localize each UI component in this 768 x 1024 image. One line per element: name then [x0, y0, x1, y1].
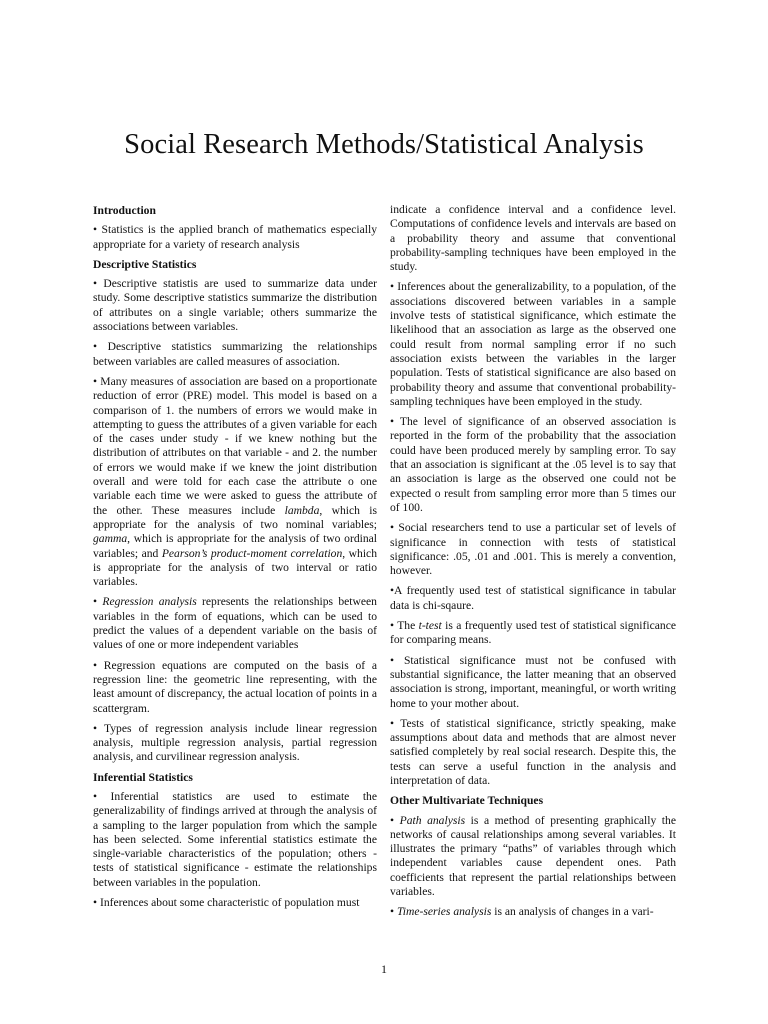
page-title: Social Research Methods/Statistical Analysis [124, 129, 644, 161]
paragraph: • The t-test is a frequently used test of statistical significance for comparing means. [390, 619, 676, 647]
paragraph: • Many measures of association are based on a proportionate reduction of error (PRE) model. This model is based on a comparison of 1. the numbers of errors we would make in attempting to guess the attributes of a given variable for each of the cases under study - if we knew nothing but the distribution of attributes on that variable - and 2. the number of errors we would make if we knew the joint distribution overall and were told for each case the attribute o one variable each time we were asked to guess the attribute of the other. These measures include lambda, which is appropriate for the analysis of two nominal variables; gamma, which is appropriate for the analysis of two ordinal variables; and Pearson’s product-moment correlation, which is appropriate for the analysis of two interval or ratio variables. [93, 374, 377, 589]
paragraph: • Regression analysis represents the relationships between variables in the form of equations, which can be used to predict the values of a dependent variable on the basis of values of one or more independent variables [93, 595, 377, 652]
paragraph: • Descriptive statistis are used to summarize data under study. Some descriptive statistics summarize the distribution of attributes on a single variable; others summarize the associations between variables. [93, 277, 377, 334]
paragraph: • Statistical significance must not be confused with substantial significance, the latter meaning that an observed association is strong, important, meaningful, or worth writing home to your mother about. [390, 653, 676, 710]
paragraph: • Inferences about some characteristic of population must [93, 896, 360, 910]
section-heading-descriptive-statistics: Descriptive Statistics [93, 257, 197, 271]
paragraph: • Time-series analysis is an analysis of changes in a vari- [390, 905, 654, 919]
paragraph: • The level of significance of an observed association is reported in the form of the probability that the association could have been produced merely by sampling error. To say that an association is significant at the .05 level is to say that an association is large as the observed one could not be expected o result from sampling error more than 5 times our of 100. [390, 415, 676, 514]
paragraph: • Path analysis is a method of presenting graphically the networks of causal relationships among several variables. It illustrates the primary “paths” of variables through which independent variables cause dependent ones. Path coefficients that represent the partial relationships between variables. [390, 813, 676, 899]
paragraph-continued: indicate a confidence interval and a confidence level. Computations of confidence levels and intervals are based on a probability theory and assume that conventional probability-sampling techniques have been employed in the study. [390, 203, 676, 274]
paragraph: • Inferences about the generalizability, to a population, of the associations discovered between variables in a sample involve tests of statistical significance, which estimate the likelihood that an association as large as the observed one could result from normal sampling error if no such association exists between the variables in the larger population. Tests of statistical significance are also based on probability theory and assume that conventional probability-sampling techniques have been employed in the study. [390, 280, 676, 408]
left-column [93, 203, 377, 916]
page-number: 1 [381, 962, 387, 976]
paragraph: • Statistics is the applied branch of mathematics especially appropriate for a variety of research analysis [93, 223, 377, 251]
paragraph: • Descriptive statistics summarizing the relationships between variables are called measures of association. [93, 340, 377, 368]
paragraph: • Regression equations are computed on the basis of a regression line: the geometric line representing, with the least amount of discrepancy, the actual location of points in a scattergram. [93, 658, 377, 715]
paragraph: • Types of regression analysis include linear regression analysis, multiple regression analysis, partial regression analysis, and curvilinear regression analysis. [93, 721, 377, 764]
paragraph: •A frequently used test of statistical significance in tabular data is chi-sqaure. [390, 584, 676, 612]
section-heading-other-multivariate-techniques: Other Multivariate Techniques [390, 794, 544, 808]
section-heading-introduction: Introduction [93, 204, 156, 217]
right-column [390, 203, 676, 926]
paragraph: • Social researchers tend to use a particular set of levels of significance in connection with tests of statistical significance: .05, .01 and .001. This is merely a convention, however. [390, 521, 676, 578]
paragraph: • Tests of statistical significance, strictly speaking, make assumptions about data and methods that are almost never satisfied completely by real social research. Despite this, the tests can serve a useful function in the analysis and interpretation of data. [390, 716, 676, 787]
paragraph: • Inferential statistics are used to estimate the generalizability of findings arrived at through the analysis of a sampling to the larger population from which the sample has been selected. Some inferential statistics estimate the single-variable characteristics of the population; others - tests of statistical significance - estimate the relationships between variables in the population. [93, 789, 377, 889]
section-heading-inferential-statistics: Inferential Statistics [93, 770, 193, 784]
